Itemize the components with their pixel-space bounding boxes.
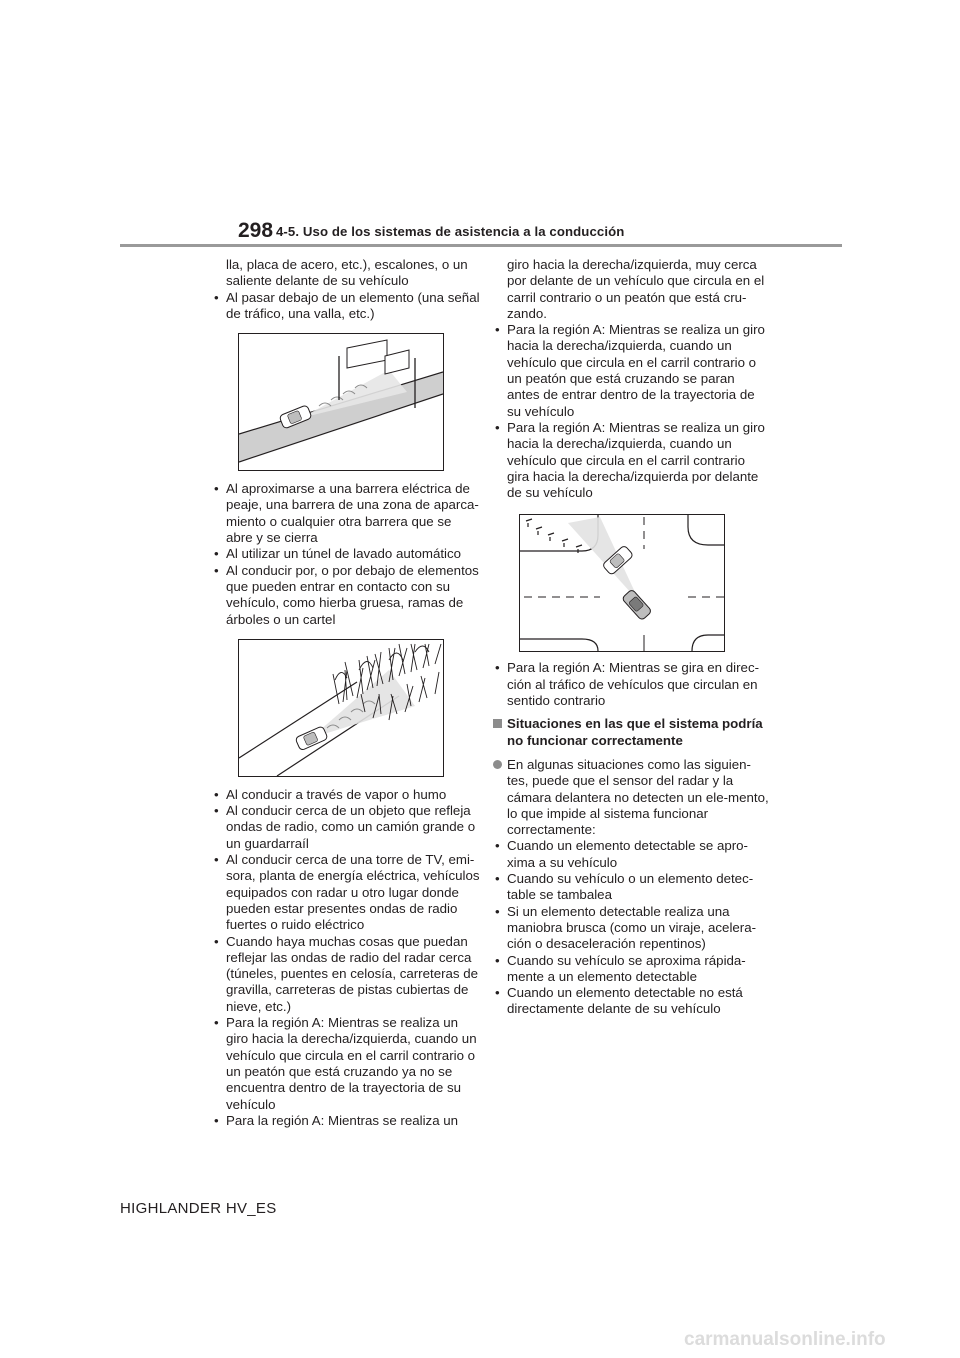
- list-item: • Al conducir por, o por debajo de elementos que pueden entrar en contacto con su vehículo, como hierba gruesa, ramas de árboles o un cartel: [212, 563, 480, 628]
- footer-model-name: HIGHLANDER HV_ES: [120, 1200, 277, 1217]
- bullet-list: [493, 322, 769, 501]
- bullet-list: [212, 481, 480, 628]
- list-item: • Cuando un elemento detectable no está directamente delante de su vehículo: [493, 985, 769, 1018]
- watermark: carmanualsonline.info: [684, 1329, 886, 1350]
- subsection-heading-text: Situaciones en las que el sistema podría no funcionar correctamente: [507, 716, 763, 748]
- illustration-overhead-sign: [238, 333, 444, 471]
- list-item: • Cuando su vehículo se aproxima rápida-mente a un elemento detectable: [493, 953, 769, 986]
- list-item: • Para la región A: Mientras se realiza un giro hacia la derecha/izquierda, cuando un vehículo que circula en el carril contrario o un peatón que está cruzando ya no se encuentra dentro de la trayectoria de su vehículo: [212, 1015, 480, 1113]
- bullet-list: [212, 787, 480, 1129]
- bullet-list: [493, 838, 769, 1017]
- paragraph-continuation: lla, placa de acero, etc.), escalones, o un saliente delante de su vehículo: [226, 257, 468, 289]
- section-title: 4-5. Uso de los sistemas de asistencia a la conducción: [276, 224, 625, 239]
- circle-bullet-icon: [493, 760, 502, 769]
- list-item: • Al conducir a través de vapor o humo: [212, 787, 480, 803]
- list-item: • Para la región A: Mientras se gira en direc-ción al tráfico de vehículos que circulan en sentido contrario: [493, 660, 769, 709]
- page-number: 298: [238, 219, 274, 242]
- header-rule: [120, 244, 842, 247]
- list-item: • Para la región A: Mientras se realiza un giro hacia la derecha/izquierda, cuando un vehículo que circula en el carril contrario gira hacia la derecha/izquierda por delante de su vehículo: [493, 420, 769, 501]
- list-item: • Al conducir cerca de una torre de TV, emi-sora, planta de energía eléctrica, vehículos equipados con radar u otro lugar donde pueden estar presentes ondas de radio fuertes o ruido eléctrico: [212, 852, 480, 933]
- right-column: [493, 257, 769, 1018]
- list-item: • Cuando un elemento detectable se apro-xima a su vehículo: [493, 838, 769, 871]
- list-item: • Al pasar debajo de un elemento (una señal de tráfico, una valla, etc.): [212, 290, 480, 323]
- paragraph-continuation: giro hacia la derecha/izquierda, muy cerca por delante de un vehículo que circula en el carril contrario o un peatón que está cru-zando.: [507, 257, 765, 321]
- left-column: [212, 257, 480, 1129]
- list-item: • Cuando su vehículo o un elemento detec-table se tambalea: [493, 871, 769, 904]
- square-bullet-icon: [493, 719, 502, 728]
- list-item: • Al aproximarse a una barrera eléctrica de peaje, una barrera de una zona de aparca-miento o cualquier otra barrera que se abre y se cierra: [212, 481, 480, 546]
- list-item: • Para la región A: Mientras se realiza un giro hacia la derecha/izquierda, cuando un vehículo que circula en el carril contrario o un peatón que está cruzando se paran antes de entrar dentro de la trayectoria de su vehículo: [493, 322, 769, 420]
- list-item: • Al conducir cerca de un objeto que refleja ondas de radio, como un camión grande o un guardarraíl: [212, 803, 480, 852]
- intro-paragraph-text: En algunas situaciones como las siguien-tes, puede que el sensor del radar y la cámara delantera no detecten un ele-mento, lo que impide al sistema funcionar correctamente:: [507, 756, 769, 838]
- list-item: • Cuando haya muchas cosas que puedan reflejar las ondas de radio del radar cerca (túneles, puentes en celosía, carreteras de gravilla, carreteras de pistas cubiertas de nieve, etc.): [212, 934, 480, 1015]
- illustration-intersection-turn: [519, 514, 725, 652]
- list-item: • Si un elemento detectable realiza una maniobra brusca (como un viraje, acelera-ción o desaceleración repentinos): [493, 904, 769, 953]
- list-item: • Al utilizar un túnel de lavado automático: [212, 546, 480, 562]
- subsection-heading: [493, 716, 769, 749]
- intro-paragraph: [493, 757, 769, 838]
- illustration-tall-grass: [238, 639, 444, 777]
- list-item: • Para la región A: Mientras se realiza un: [212, 1113, 480, 1129]
